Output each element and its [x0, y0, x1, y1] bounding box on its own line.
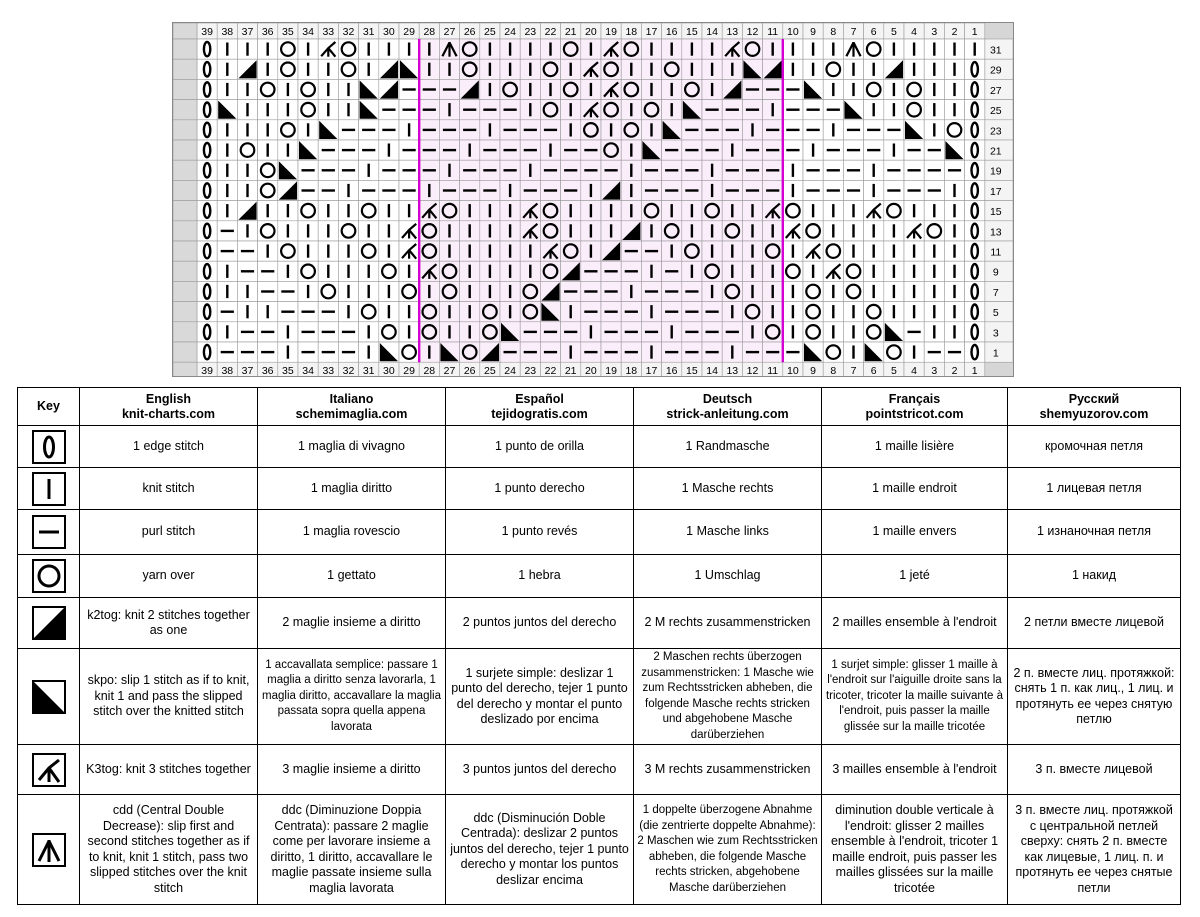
key-cell: 1 maille lisière [822, 426, 1008, 468]
symbol-cell [18, 598, 80, 649]
key-cell: 3 maglie insieme a diritto [258, 745, 446, 795]
lang-name: Русский [1068, 391, 1120, 406]
col-number-bottom: 6 [870, 365, 877, 376]
k3tog-icon [32, 753, 66, 787]
col-number-top: 36 [261, 26, 274, 38]
col-number-top: 14 [706, 26, 718, 38]
symbol-cell [18, 795, 80, 905]
col-number-top: 24 [504, 26, 516, 38]
lang-header-italiano [258, 388, 446, 426]
col-number-bottom: 28 [423, 365, 436, 376]
key-cell: 1 punto derecho [446, 468, 634, 510]
row-number: 7 [992, 286, 999, 299]
key-cell: 1 accavallata semplice: passare 1 maglia a diritto senza lavorarla, 1 maglia diritto, accavallare la maglia passata sopra quella appena lavorata [258, 649, 446, 745]
knitting-chart [172, 22, 1014, 377]
col-number-bottom: 4 [911, 365, 918, 376]
key-cell: purl stitch [80, 510, 258, 555]
col-number-top: 23 [524, 26, 537, 38]
lang-site: shemyuzorov.com [1039, 406, 1149, 421]
col-number-bottom: 30 [383, 365, 395, 376]
key-cell: 2 п. вместе лиц. протяжкой: снять 1 п. как лиц., 1 лиц. и протянуть ее через снятую петлю [1008, 649, 1181, 745]
stitch-key-table [17, 387, 1181, 905]
key-row-cdd [18, 795, 1181, 905]
col-number-bottom: 1 [971, 365, 978, 376]
col-number-top: 29 [403, 26, 415, 38]
row-number: 1 [992, 347, 999, 360]
col-number-bottom: 20 [585, 365, 597, 376]
col-number-bottom: 29 [403, 365, 415, 376]
col-number-top: 15 [686, 26, 698, 38]
key-cell: 1 Masche rechts [634, 468, 822, 510]
row-number: 5 [992, 307, 999, 320]
col-number-top: 22 [544, 26, 557, 38]
key-cell: 1 maglia di vivagno [258, 426, 446, 468]
key-header-row [18, 388, 1181, 426]
key-row-k3tog [18, 745, 1181, 795]
col-number-bottom: 16 [665, 365, 678, 376]
col-number-top: 38 [221, 26, 234, 38]
row-number: 17 [989, 185, 1002, 198]
col-number-top: 31 [362, 26, 375, 38]
key-cell: 1 Randmasche [634, 426, 822, 468]
row-number: 23 [989, 125, 1002, 138]
col-number-bottom: 2 [951, 365, 958, 376]
key-row-yarn-over [18, 555, 1181, 598]
col-number-top: 3 [931, 26, 938, 38]
key-cell: yarn over [80, 555, 258, 598]
key-cell: кромочная петля [1008, 426, 1181, 468]
col-number-bottom: 25 [484, 365, 496, 376]
key-cell: K3tog: knit 3 stitches together [80, 745, 258, 795]
yarn-over-icon [32, 559, 66, 593]
knit-stitch-icon [32, 472, 66, 506]
key-cell: cdd (Central Double Decrease): slip first and second stitches together as if to knit, knit 1 stitch, pass two slipped stitches over the knit stitch [80, 795, 258, 905]
row-number: 21 [989, 145, 1002, 158]
col-number-bottom: 8 [830, 365, 837, 376]
col-number-bottom: 38 [221, 365, 234, 376]
row-number: 13 [989, 226, 1002, 239]
key-cell: 1 maille endroit [822, 468, 1008, 510]
key-row-skpo [18, 649, 1181, 745]
lang-name: Français [888, 391, 941, 406]
col-number-top: 10 [787, 26, 799, 38]
symbol-cell [18, 510, 80, 555]
col-number-top: 34 [302, 26, 314, 38]
lang-header-deutsch [634, 388, 822, 426]
col-number-bottom: 26 [463, 365, 476, 376]
lang-header-espanol [446, 388, 634, 426]
col-number-top: 32 [342, 26, 355, 38]
col-number-top: 39 [201, 26, 213, 38]
key-cell: 2 puntos juntos del derecho [446, 598, 634, 649]
symbol-cell [18, 649, 80, 745]
lang-name: Español [515, 391, 564, 406]
col-number-bottom: 37 [241, 365, 254, 376]
lang-site: knit-charts.com [121, 406, 216, 421]
key-cell: 1 punto revés [446, 510, 634, 555]
key-cell: 2 mailles ensemble à l'endroit [822, 598, 1008, 649]
col-number-top: 7 [850, 26, 857, 38]
lang-name: English [145, 391, 192, 406]
symbol-cell [18, 555, 80, 598]
key-cell: 1 накид [1008, 555, 1181, 598]
key-cell: 3 M rechts zusammenstricken [634, 745, 822, 795]
lang-header-francais [822, 388, 1008, 426]
row-number: 19 [989, 165, 1002, 178]
symbol-cell [18, 468, 80, 510]
row-number: 3 [992, 327, 999, 340]
col-number-bottom: 36 [261, 365, 274, 376]
col-number-bottom: 32 [342, 365, 355, 376]
col-number-bottom: 10 [787, 365, 799, 376]
symbol-cell [18, 426, 80, 468]
col-number-bottom: 31 [362, 365, 375, 376]
key-cell: 1 doppelte überzogene Abnahme (die zentrierte doppelte Abnahme): 2 Maschen wie zum Rechtsstricken abheben, die folgende Masche rechts stricken, abgehobene Masche darüberziehen [634, 795, 822, 905]
col-number-top: 35 [282, 26, 294, 38]
key-row-knit-stitch [18, 468, 1181, 510]
col-number-top: 6 [870, 26, 877, 38]
lang-name: Deutsch [702, 391, 753, 406]
row-number: 31 [989, 44, 1002, 57]
key-cell: 1 jeté [822, 555, 1008, 598]
key-cell: 1 hebra [446, 555, 634, 598]
col-number-bottom: 21 [564, 365, 577, 376]
col-number-bottom: 13 [726, 365, 739, 376]
lang-header-russian [1008, 388, 1181, 426]
col-number-top: 26 [463, 26, 476, 38]
key-cell: 1 maille envers [822, 510, 1008, 555]
key-cell: 1 maglia rovescio [258, 510, 446, 555]
col-number-top: 17 [645, 26, 658, 38]
edge-stitch-icon [32, 430, 66, 464]
lang-site: strick-anleitung.com [666, 406, 789, 421]
key-cell: 1 Umschlag [634, 555, 822, 598]
key-cell: 2 maglie insieme a diritto [258, 598, 446, 649]
k2tog-icon [32, 606, 66, 640]
col-number-bottom: 27 [443, 365, 456, 376]
key-cell: 1 maglia diritto [258, 468, 446, 510]
row-number: 11 [990, 246, 1002, 259]
key-cell: 1 Masche links [634, 510, 822, 555]
key-cell: 3 puntos juntos del derecho [446, 745, 634, 795]
col-number-bottom: 33 [322, 365, 335, 376]
col-number-bottom: 24 [504, 365, 516, 376]
col-number-top: 1 [971, 26, 978, 38]
key-cell: 1 edge stitch [80, 426, 258, 468]
key-cell: 1 punto de orilla [446, 426, 634, 468]
key-cell: ddc (Disminución Doble Centrada): deslizar 2 puntos juntos del derecho, tejer 1 punto derecho y montar los puntos deslizar encima [446, 795, 634, 905]
key-row-k2tog [18, 598, 1181, 649]
col-number-bottom: 39 [201, 365, 213, 376]
col-number-top: 12 [746, 26, 759, 38]
symbol-cell [18, 745, 80, 795]
col-number-top: 30 [383, 26, 395, 38]
col-number-bottom: 23 [524, 365, 537, 376]
col-number-bottom: 35 [282, 365, 294, 376]
lang-header-english [80, 388, 258, 426]
col-number-top: 25 [484, 26, 496, 38]
cdd-icon [32, 833, 66, 867]
key-row-purl-stitch [18, 510, 1181, 555]
key-cell: 3 п. вместе лицевой [1008, 745, 1181, 795]
col-number-bottom: 14 [706, 365, 718, 376]
key-cell: 3 п. вместе лиц. протяжкой с центральной петлей сверху: снять 2 п. вместе как лицевые, 1 лиц. п. и протянуть ее через снятые петли [1008, 795, 1181, 905]
row-number: 25 [989, 105, 1002, 118]
lang-name: Italiano [329, 391, 374, 406]
lang-site: tejidogratis.com [491, 406, 588, 421]
col-number-top: 5 [890, 26, 897, 38]
lang-site: pointstricot.com [865, 406, 964, 421]
key-cell: 1 лицевая петля [1008, 468, 1181, 510]
col-number-bottom: 3 [931, 365, 938, 376]
col-number-top: 27 [443, 26, 456, 38]
chart-grid [173, 23, 1013, 376]
purl-stitch-icon [32, 515, 66, 549]
col-number-top: 9 [810, 26, 817, 38]
key-cell: ddc (Diminuzione Doppia Centrata): passare 2 maglie come per lavorare insieme a diritto, 1 diritto, accavallare le maglie passate insieme sulla maglia lavorata [258, 795, 446, 905]
key-cell: 2 M rechts zusammenstricken [634, 598, 822, 649]
col-number-bottom: 19 [605, 365, 617, 376]
col-number-top: 2 [951, 26, 958, 38]
skpo-icon [32, 680, 66, 714]
key-header: Key [18, 388, 80, 426]
col-number-bottom: 15 [686, 365, 698, 376]
key-cell: 1 surjete simple: deslizar 1 punto del derecho, tejer 1 punto del derecho y montar el punto deslizado por encima [446, 649, 634, 745]
col-number-bottom: 17 [645, 365, 658, 376]
col-number-top: 4 [911, 26, 918, 38]
key-cell: diminution double verticale à l'endroit: glisser 2 mailles ensemble à l'endroit, tricoter 1 maille endroit, puis passer les mailles glissées sur la maille tricotée [822, 795, 1008, 905]
col-number-top: 18 [625, 26, 638, 38]
col-number-bottom: 7 [850, 365, 857, 376]
col-number-bottom: 11 [767, 365, 779, 376]
row-number: 27 [989, 84, 1002, 97]
col-number-bottom: 22 [544, 365, 557, 376]
col-number-bottom: 18 [625, 365, 638, 376]
col-number-top: 8 [830, 26, 837, 38]
col-number-top: 19 [605, 26, 617, 38]
key-row-edge-stitch [18, 426, 1181, 468]
col-number-top: 16 [665, 26, 678, 38]
lang-site: schemimaglia.com [295, 406, 408, 421]
key-cell: k2tog: knit 2 stitches together as one [80, 598, 258, 649]
col-number-top: 33 [322, 26, 335, 38]
row-number: 29 [989, 64, 1002, 77]
key-cell: 3 mailles ensemble à l'endroit [822, 745, 1008, 795]
col-number-top: 37 [241, 26, 254, 38]
key-cell: 2 петли вместе лицевой [1008, 598, 1181, 649]
col-number-bottom: 5 [890, 365, 897, 376]
key-cell: knit stitch [80, 468, 258, 510]
key-cell: 2 Maschen rechts überzogen zusammenstricken: 1 Masche wie zum Rechtsstricken abheben, die folgende Masche rechts stricken und abgehobene Masche darüberziehen [634, 649, 822, 745]
row-number: 15 [989, 206, 1002, 219]
key-cell: 1 изнаночная петля [1008, 510, 1181, 555]
key-cell: skpo: slip 1 stitch as if to knit, knit 1 and pass the slipped stitch over the knitted stitch [80, 649, 258, 745]
col-number-top: 11 [767, 26, 779, 38]
col-number-top: 20 [585, 26, 597, 38]
key-cell: 1 surjet simple: glisser 1 maille à l'endroit sur l'aiguille droite sans la tricoter, tricoter la maille suivante à l'endroit, puis passer la maille glissée sur la maille tricotée [822, 649, 1008, 745]
col-number-top: 13 [726, 26, 739, 38]
col-number-bottom: 34 [302, 365, 314, 376]
col-number-bottom: 12 [746, 365, 759, 376]
key-cell: 1 gettato [258, 555, 446, 598]
col-number-top: 28 [423, 26, 436, 38]
row-number: 9 [992, 266, 999, 279]
col-number-bottom: 9 [810, 365, 817, 376]
col-number-top: 21 [564, 26, 577, 38]
